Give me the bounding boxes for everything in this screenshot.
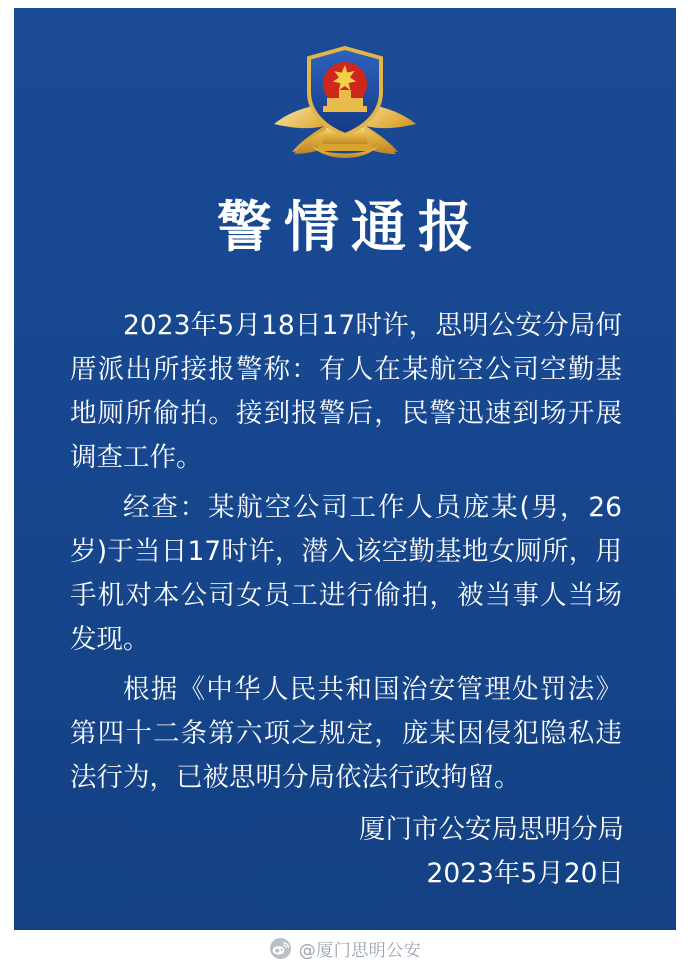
notice-paragraph-3: 根据《中华人民共和国治安管理处罚法》第四十二条第六项之规定，庞某因侵犯隐私违法行为，已被思明分局依法行政拘留。 [70, 674, 622, 793]
police-notice-poster [14, 8, 676, 930]
footer-watermark [0, 930, 690, 966]
page-title: 警情通报 [216, 195, 485, 259]
notice-body [70, 304, 622, 806]
footer-account-label: @厦门思明公安 [298, 940, 422, 961]
signature-block [224, 808, 624, 896]
weibo-icon [269, 937, 292, 960]
emblem-container [14, 44, 676, 170]
notice-paragraph-1: 2023年5月18日17时许，思明公安分局何厝派出所接报警称：有人在某航空公司空勤基地厕所偷拍。接到报警后，民警迅速到场开展调查工作。 [70, 310, 622, 473]
notice-paragraph-2: 经查：某航空公司工作人员庞某(男，26岁)于当日17时许，潜入该空勤基地女厕所，用手机对本公司女员工进行偷拍，被当事人当场发现。 [70, 492, 622, 655]
china-police-badge-icon [266, 44, 424, 170]
signature-date: 2023年5月20日 [426, 858, 624, 889]
signature-issuer: 厦门市公安局思明分局 [359, 814, 624, 845]
